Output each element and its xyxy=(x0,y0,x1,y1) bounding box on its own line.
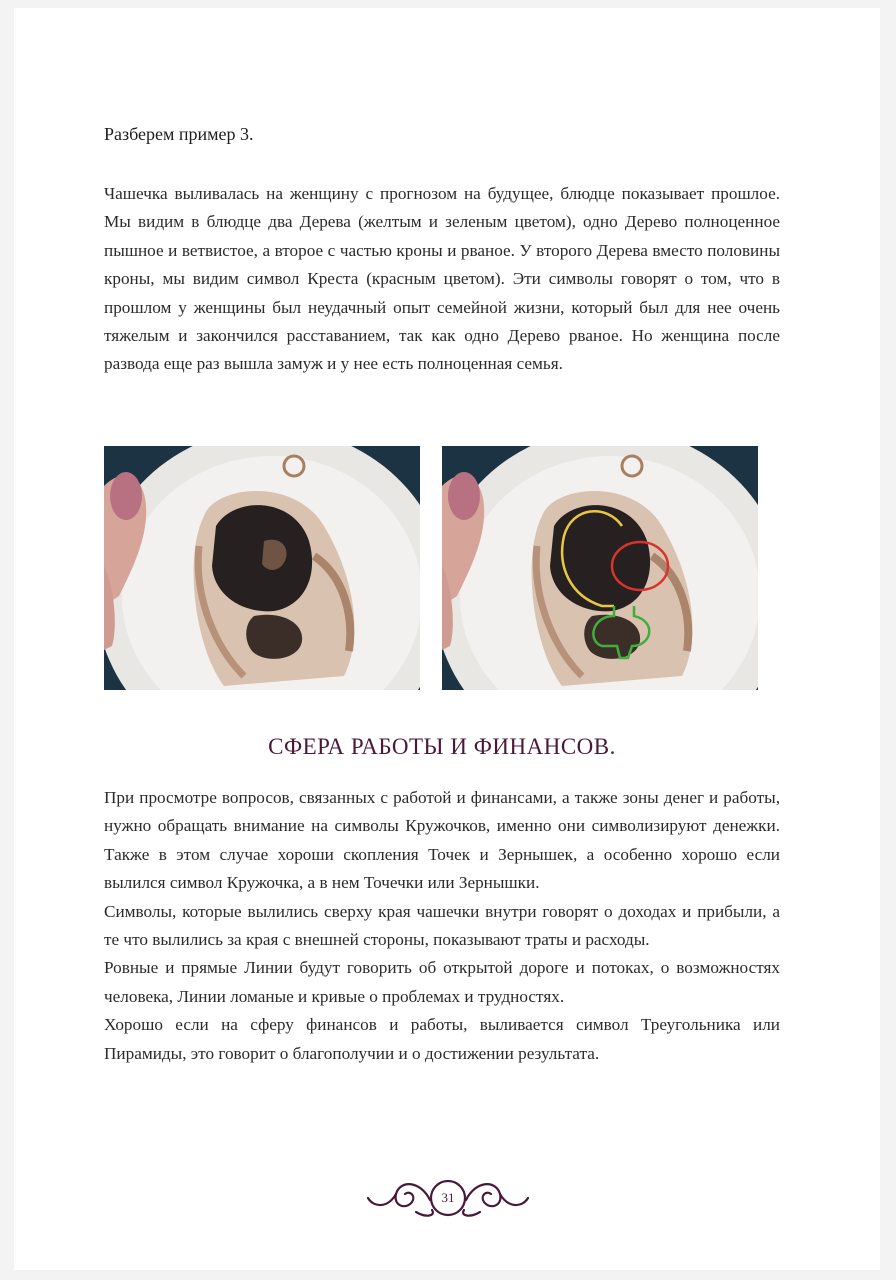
section-paragraph: Символы, которые вылились сверху края чашечки внутри говорят о доходах и прибыли, а те что вылились за края с внешней стороны, показывают траты и расходы. xyxy=(104,901,780,950)
page-ornament xyxy=(360,1168,536,1228)
page-number: 31 xyxy=(441,1190,455,1205)
section-paragraph: Хорошо если на сферу финансов и работы, выливается символ Треугольника или Пирамиды, это говорит о благополучии и о достижении результата. xyxy=(104,1015,780,1063)
section-paragraph: Ровные и прямые Линии будут говорить об открытой дороге и потоках, о возможностях человека, Линии ломаные и кривые о проблемах и трудностях. xyxy=(104,958,780,1006)
saucer-photo-annotated xyxy=(442,446,758,690)
section-heading: СФЕРА РАБОТЫ И ФИНАНСОВ. xyxy=(268,734,616,759)
section-body xyxy=(104,784,780,1068)
section-paragraph: При просмотре вопросов, связанных с работой и финансами, а также зоны денег и работы, нужно обращать внимание на символы Кружочков, именно они символизируют денежки. Также в этом случае хороши скопления Точек и Зернышек, а особенно хорошо если вылился символ Кружочка, а в нем Точечки или Зернышки. xyxy=(104,788,780,893)
saucer-photo-original xyxy=(104,446,420,690)
example-subheading: Разберем пример 3. xyxy=(104,124,254,144)
intro-paragraph: Чашечка выливалась на женщину с прогнозом на будущее, блюдце показывает прошлое. Мы видим в блюдце два Дерева (желтым и зеленым цветом), одно Дерево полноценное пышное и ветвистое, а второе с частью кроны и рваное. У второго Дерева вместо половины кроны, мы видим символ Креста (красным цветом). Эти символы говорят о том, что в прошлом у женщины был неудачный опыт семейной жизни, который был для нее очень тяжелым и закончился расставанием, так как одно Дерево рваное. Но женщина после развода еще раз вышла замуж и у нее есть полноценная семья. xyxy=(104,184,780,374)
